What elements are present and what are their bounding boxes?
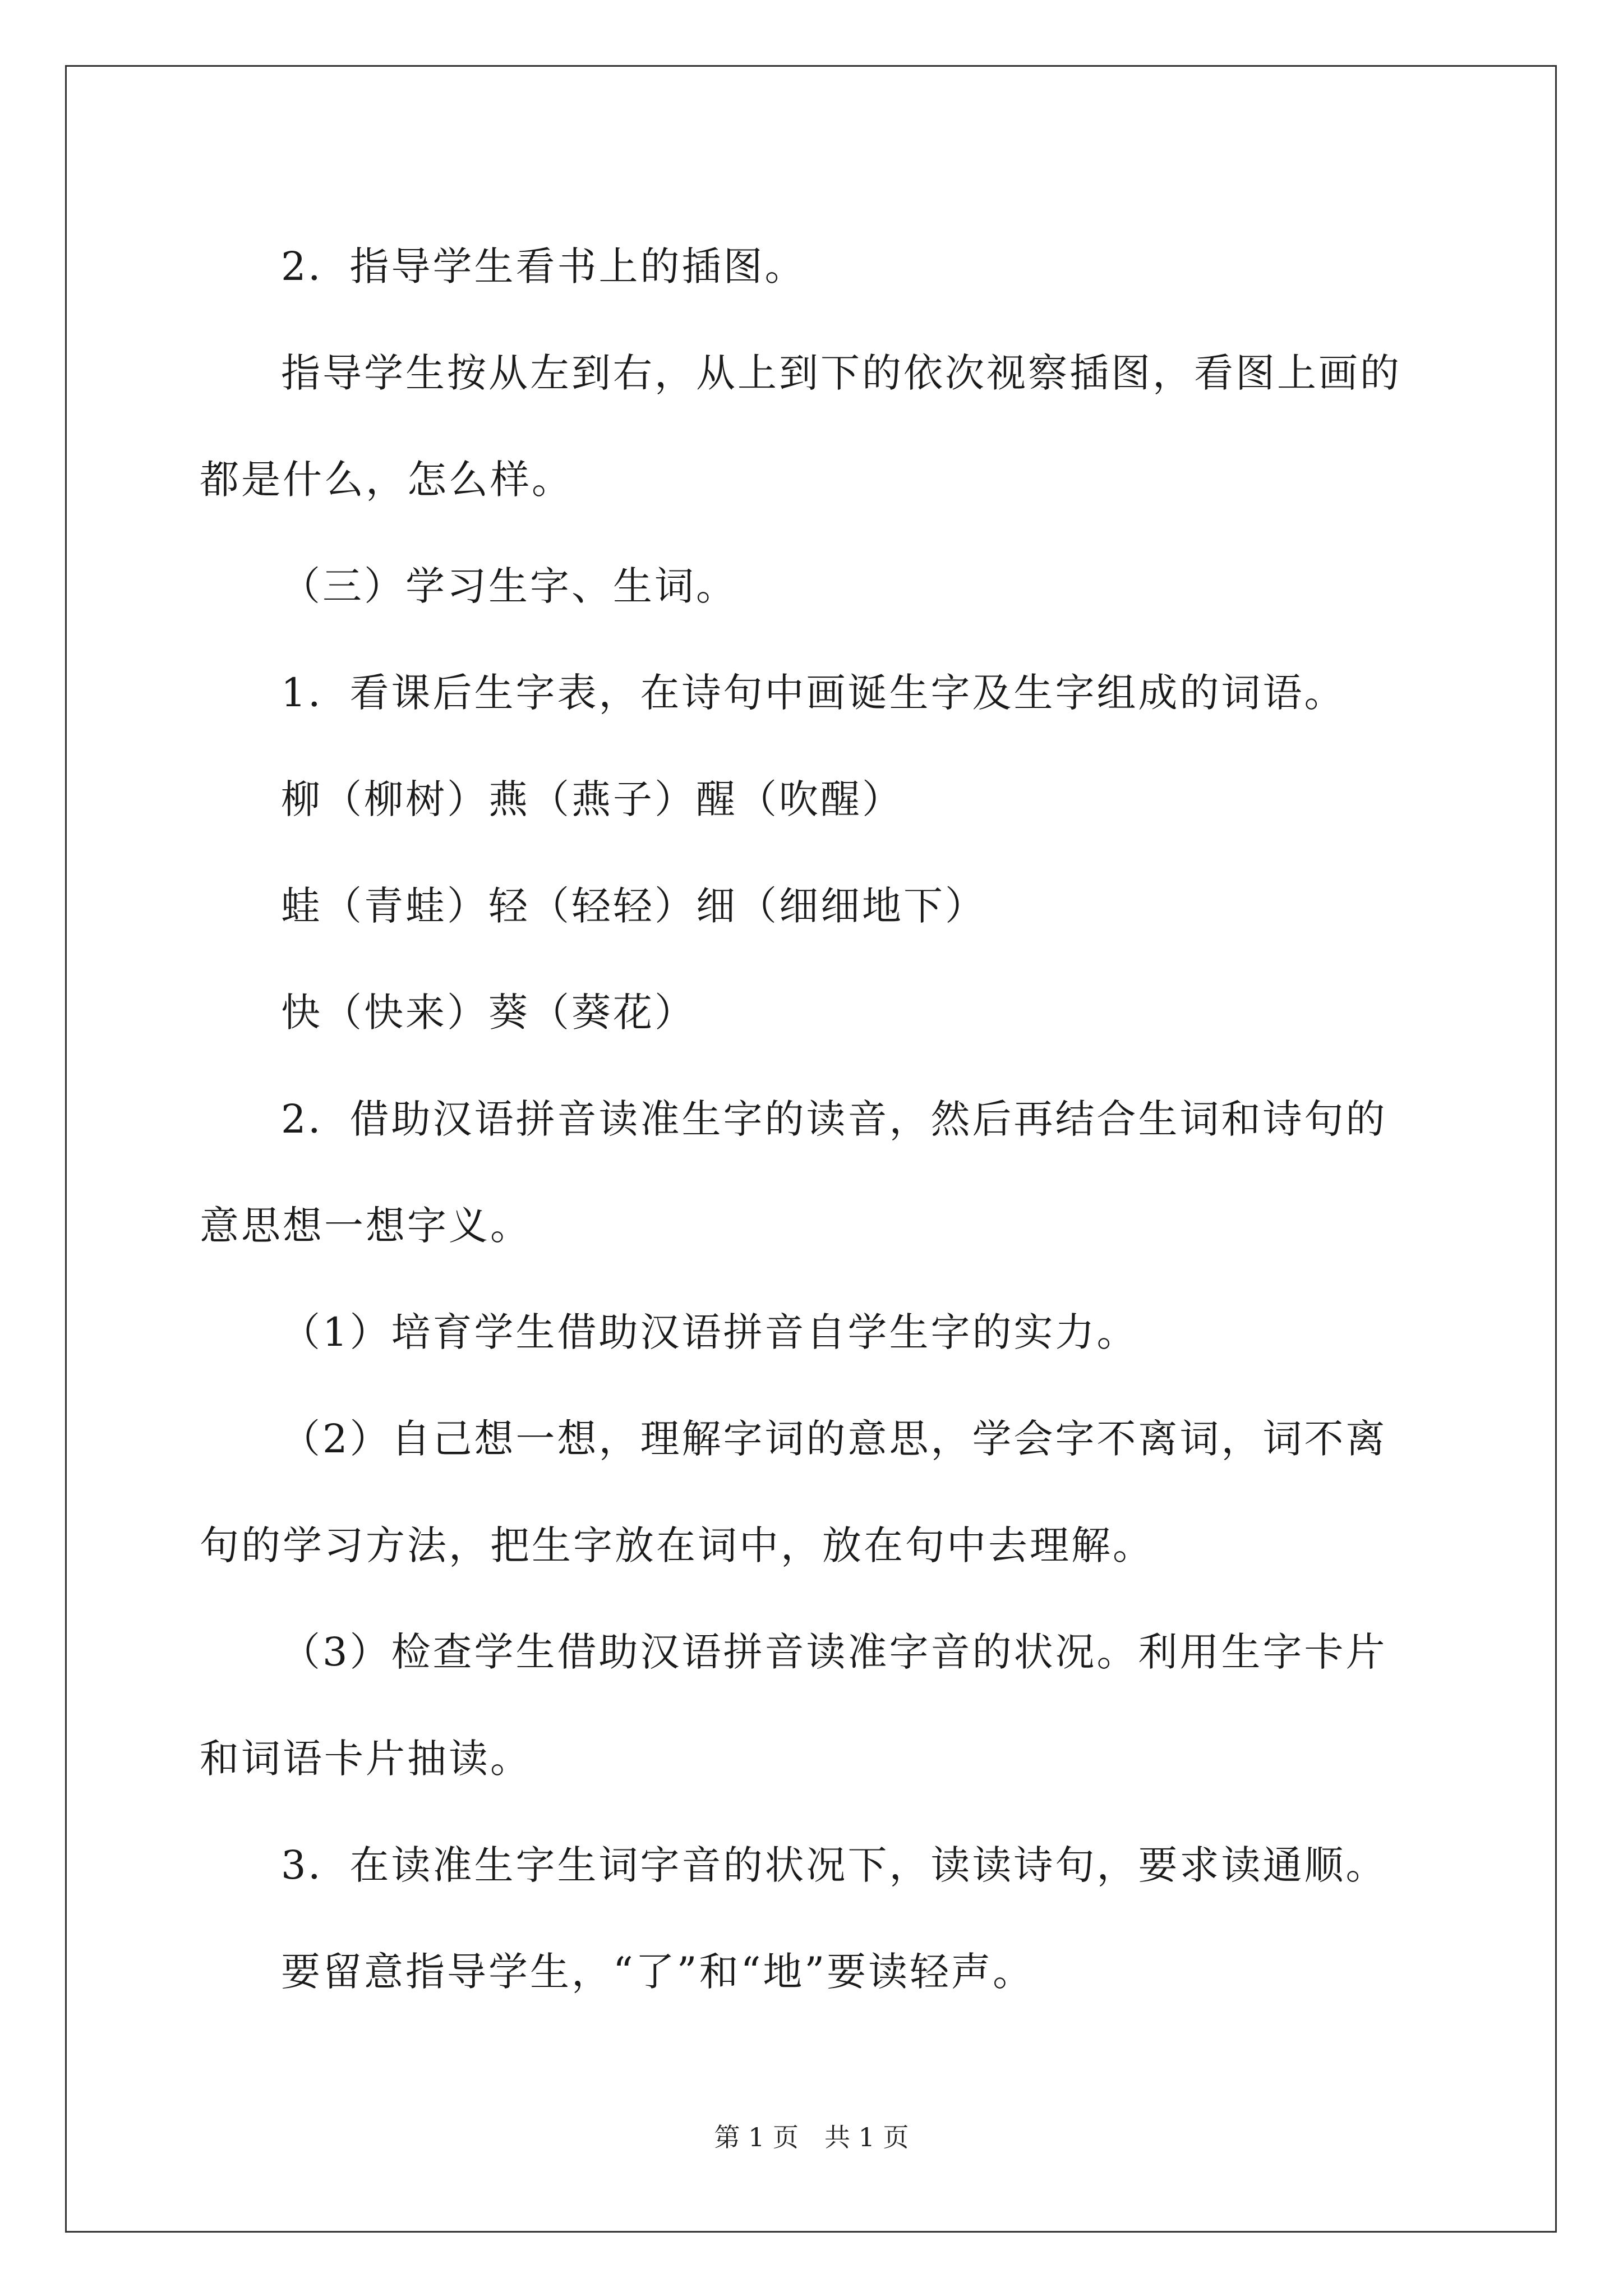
paragraph: 2．指导学生看书上的插图。 xyxy=(281,243,806,289)
paragraph: 要留意指导学生，“了”和“地”要读轻声。 xyxy=(281,1949,1035,1995)
vocab-line: 柳（柳树）燕（燕子）醒（吹醒） xyxy=(281,776,903,822)
page-number-footer: 第 1 页 共 1 页 xyxy=(714,2122,909,2152)
paragraph: （2）自己想一想，理解字词的意思，学会字不离词，词不离句的学习方法，把生字放在词中，放在句中去理解。 xyxy=(200,1416,1387,1568)
paragraph: 2．借助汉语拼音读准生字的读音，然后再结合生词和诗句的意思想一想字义。 xyxy=(200,1096,1387,1249)
vocab-line: 蛙（青蛙）轻（轻轻）细（细细地下） xyxy=(281,883,986,929)
paragraph: 1．看课后生字表，在诗句中画诞生字及生字组成的词语。 xyxy=(281,670,1346,716)
paragraph: （1）培育学生借助汉语拼音自学生字的实力。 xyxy=(281,1309,1138,1355)
paragraph: 3．在读准生字生词字音的状况下，读读诗句，要求读通顺。 xyxy=(281,1842,1387,1888)
paragraph: （3）检查学生借助汉语拼音读准字音的状况。利用生字卡片和词语卡片抽读。 xyxy=(200,1629,1387,1782)
paragraph: 指导学生按从左到右，从上到下的依次视察插图，看图上画的都是什么，怎么样。 xyxy=(200,350,1401,503)
section-heading: （三）学习生字、生词。 xyxy=(281,563,737,609)
vocab-line: 快（快来）葵（葵花） xyxy=(281,990,696,1036)
document-body xyxy=(200,213,1422,2025)
